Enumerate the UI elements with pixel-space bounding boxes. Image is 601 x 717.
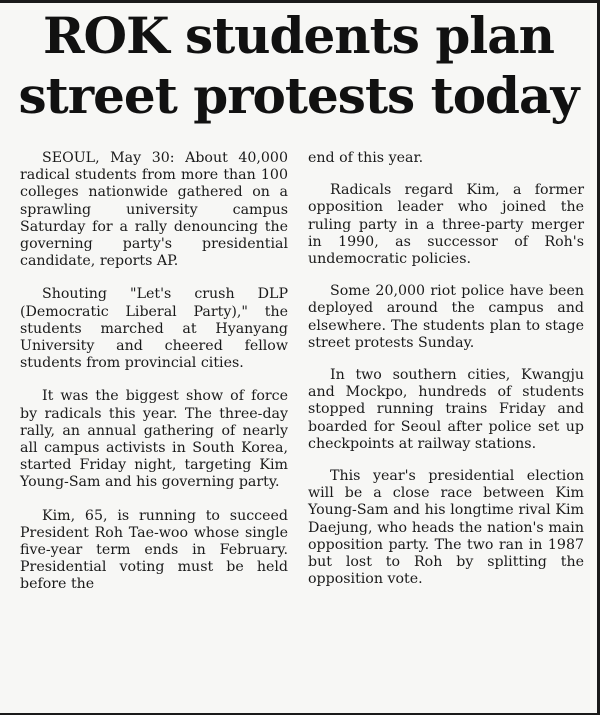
paragraph-continued: end of this year. bbox=[308, 150, 424, 166]
paragraph-kim-running: Kim, 65, is running to succeed President Roh Tae-woo whose single five-year term ends in February. Presidential voting must be held before the bbox=[20, 507, 288, 593]
paragraph-election: This year's presidential election will be a close race between Kim Young-Sam and his longtime rival Kim Daejung, who heads the nation's main opposition party. The two ran in 1987 but lost to Roh by splitting the opposition vote. bbox=[308, 468, 584, 588]
headline bbox=[0, 6, 597, 126]
paragraph-radicals-regard: Radicals regard Kim, a former opposition leader who joined the ruling party in a three-party merger in 1990, as successor of Roh's undemocratic policies. bbox=[308, 182, 584, 268]
paragraph-riot-police: Some 20,000 riot police have been deployed around the campus and elsewhere. The students plan to stage street protests Sunday. bbox=[308, 283, 584, 351]
headline-line-2: street protests today bbox=[18, 66, 579, 125]
right-column bbox=[308, 150, 584, 603]
left-column bbox=[20, 150, 288, 610]
paragraph-southern-cities: In two southern cities, Kwangju and Mockpo, hundreds of students stopped running trains Friday and boarded for Seoul after police set up checkpoints at railway stations. bbox=[308, 367, 584, 452]
headline-line-1: ROK students plan bbox=[42, 6, 555, 65]
top-rule bbox=[0, 0, 597, 3]
paragraph-biggest-show: It was the biggest show of force by radicals this year. The three-day rally, an annual gathering of nearly all campus activists in South Korea, started Friday night, targeting Kim Young-Sam and his governing party. bbox=[20, 388, 288, 491]
paragraph-lead: SEOUL, May 30: About 40,000 radical students from more than 100 colleges nationwide gathered on a sprawling university campus Saturday for a rally denouncing the governing party's presidential candidate, reports AP. bbox=[20, 150, 288, 270]
paragraph-shouting: Shouting "Let's crush DLP (Democratic Liberal Party)," the students marched at Hyanyang University and cheered fellow students from provincial cities. bbox=[20, 286, 288, 372]
